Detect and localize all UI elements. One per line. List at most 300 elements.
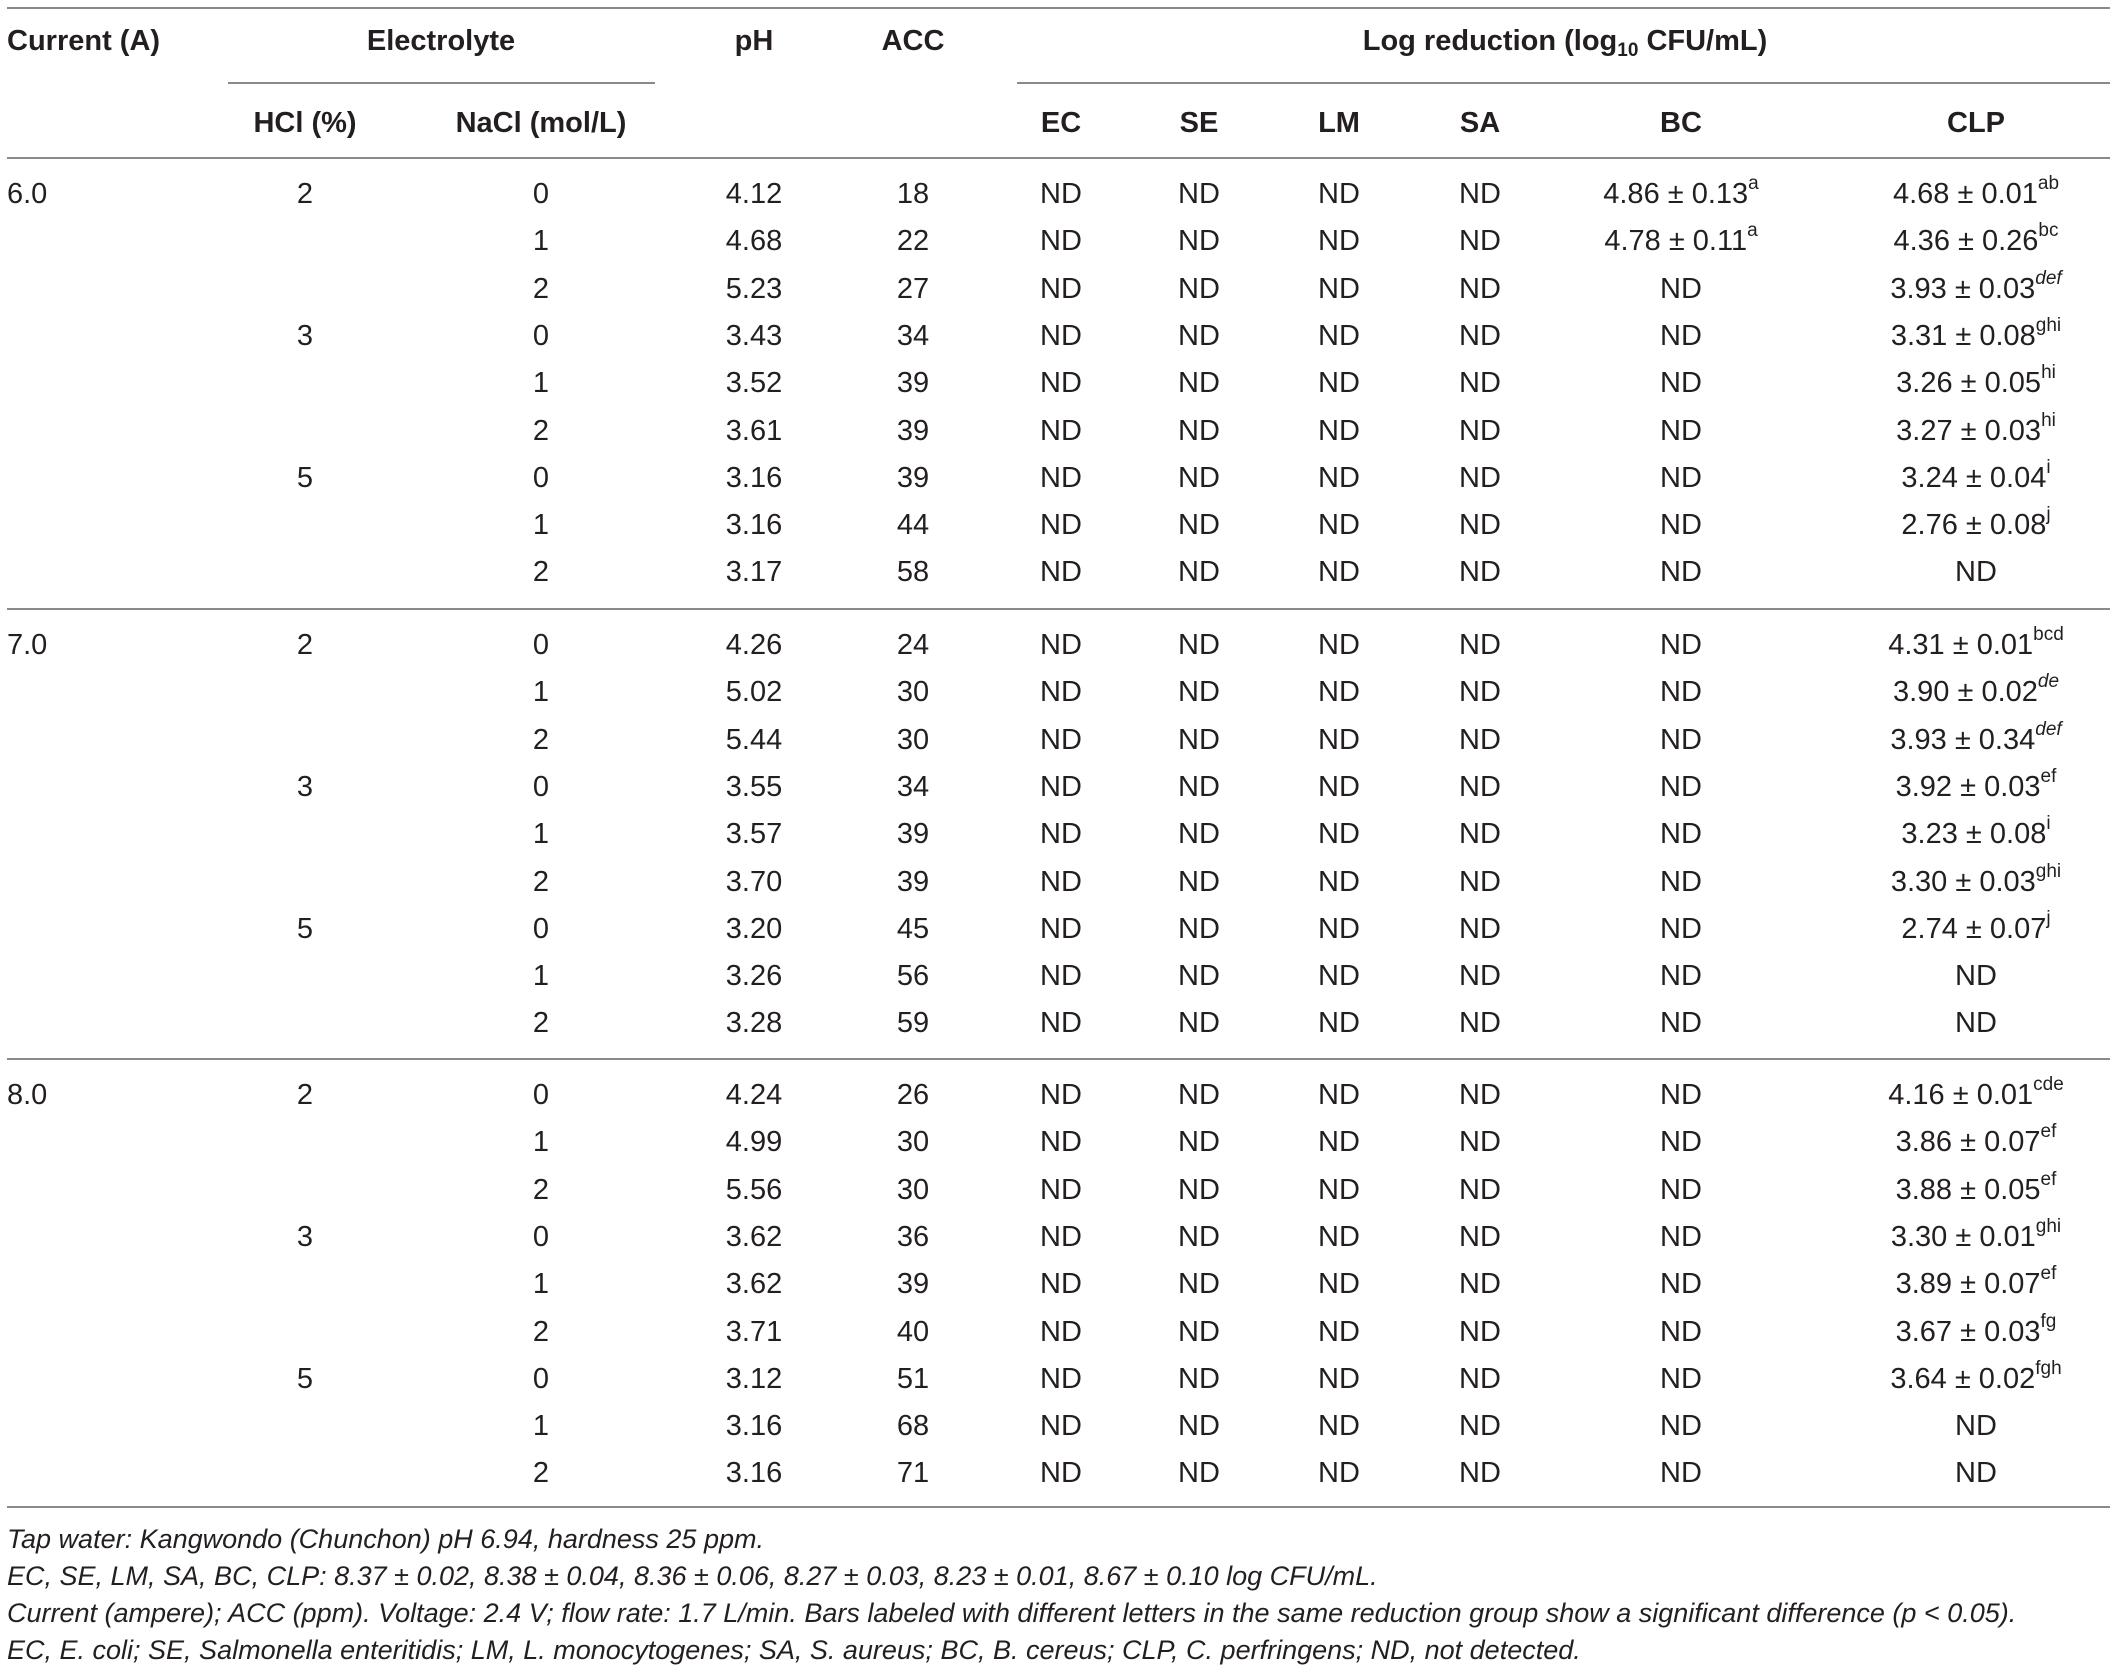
cell-acc: 18 bbox=[896, 178, 930, 210]
cell-ec: ND bbox=[1040, 960, 1082, 992]
cell-hcl: 5 bbox=[296, 913, 314, 945]
cell-nacl: 2 bbox=[532, 1174, 550, 1206]
cell-acc: 30 bbox=[896, 724, 930, 756]
cell-clp bbox=[1895, 1169, 2057, 1206]
cell-lm: ND bbox=[1318, 1174, 1360, 1206]
cell-bc bbox=[1660, 1270, 1702, 1299]
footnote-1: Tap water: Kangwondo (Chunchon) pH 6.94, hardness 25 ppm. bbox=[7, 1524, 764, 1554]
cell-se: ND bbox=[1178, 913, 1220, 945]
cell-ec: ND bbox=[1040, 273, 1082, 305]
cell-se: ND bbox=[1178, 960, 1220, 992]
cell-se: ND bbox=[1178, 1126, 1220, 1158]
header-bc: BC bbox=[1660, 107, 1702, 139]
cell-lm: ND bbox=[1318, 1221, 1360, 1253]
log-reduction-underline bbox=[1017, 82, 2110, 84]
clp-value: 4.31 ± 0.01 bbox=[1888, 629, 2034, 661]
cell-clp bbox=[1896, 410, 2056, 447]
cell-ec: ND bbox=[1040, 913, 1082, 945]
cell-ph: 5.44 bbox=[725, 724, 783, 756]
cell-bc bbox=[1660, 1009, 1702, 1038]
cell-ec: ND bbox=[1040, 1221, 1082, 1253]
cell-ec: ND bbox=[1040, 1079, 1082, 1111]
cell-clp bbox=[1895, 1263, 2057, 1300]
cell-hcl: 5 bbox=[296, 462, 314, 494]
cell-lm: ND bbox=[1318, 1457, 1360, 1489]
cell-clp bbox=[1890, 1358, 2062, 1395]
cell-nacl: 2 bbox=[532, 273, 550, 305]
cell-lm: ND bbox=[1318, 1126, 1360, 1158]
cell-lm: ND bbox=[1318, 629, 1360, 661]
cell-ph: 3.12 bbox=[725, 1363, 783, 1395]
cell-ec: ND bbox=[1040, 1174, 1082, 1206]
cell-ec: ND bbox=[1040, 320, 1082, 352]
cell-clp bbox=[1955, 1412, 1997, 1441]
bc-value: ND bbox=[1660, 1410, 1702, 1442]
cell-lm: ND bbox=[1318, 818, 1360, 850]
cell-se: ND bbox=[1178, 676, 1220, 708]
header-acc: ACC bbox=[881, 25, 945, 57]
cell-nacl: 1 bbox=[532, 367, 550, 399]
cell-nacl: 1 bbox=[532, 1268, 550, 1300]
cell-lm: ND bbox=[1318, 1268, 1360, 1300]
clp-value: ND bbox=[1955, 1457, 1997, 1489]
cell-sa: ND bbox=[1459, 1126, 1501, 1158]
cell-clp bbox=[1895, 1311, 2057, 1348]
clp-significance-letters: fg bbox=[2040, 1311, 2057, 1332]
cell-se: ND bbox=[1178, 724, 1220, 756]
bc-value: ND bbox=[1660, 462, 1702, 494]
bc-value: ND bbox=[1660, 818, 1702, 850]
cell-ph: 4.68 bbox=[725, 225, 783, 257]
cell-nacl: 1 bbox=[532, 1126, 550, 1158]
cell-se: ND bbox=[1178, 771, 1220, 803]
cell-nacl: 2 bbox=[532, 1007, 550, 1039]
bc-value: ND bbox=[1660, 1079, 1702, 1111]
bc-value: ND bbox=[1660, 1126, 1702, 1158]
cell-nacl: 1 bbox=[532, 225, 550, 257]
cell-lm: ND bbox=[1318, 367, 1360, 399]
cell-bc bbox=[1603, 173, 1759, 210]
cell-se: ND bbox=[1178, 1079, 1220, 1111]
clp-value: ND bbox=[1955, 556, 1997, 588]
clp-significance-letters: ab bbox=[2037, 173, 2060, 194]
cell-clp bbox=[1955, 558, 1997, 587]
cell-lm: ND bbox=[1318, 866, 1360, 898]
cell-bc bbox=[1660, 678, 1702, 707]
cell-nacl: 1 bbox=[532, 818, 550, 850]
cell-acc: 45 bbox=[896, 913, 930, 945]
cell-acc: 40 bbox=[896, 1316, 930, 1348]
cell-bc bbox=[1660, 820, 1702, 849]
cell-sa: ND bbox=[1459, 629, 1501, 661]
cell-nacl: 0 bbox=[532, 320, 550, 352]
bc-value: ND bbox=[1660, 273, 1702, 305]
cell-acc: 39 bbox=[896, 415, 930, 447]
clp-value: 3.64 ± 0.02 bbox=[1890, 1363, 2036, 1395]
table-bottom-rule bbox=[7, 1506, 2110, 1508]
clp-value: 2.74 ± 0.07 bbox=[1901, 913, 2047, 945]
cell-hcl: 3 bbox=[296, 771, 314, 803]
cell-ec: ND bbox=[1040, 462, 1082, 494]
bc-value: ND bbox=[1660, 509, 1702, 541]
cell-ph: 3.16 bbox=[725, 509, 783, 541]
cell-sa: ND bbox=[1459, 273, 1501, 305]
cell-clp bbox=[1892, 173, 2060, 210]
bc-value: ND bbox=[1660, 415, 1702, 447]
cell-ec: ND bbox=[1040, 415, 1082, 447]
group-separator-1 bbox=[7, 608, 2110, 610]
header-nacl: NaCl (mol/L) bbox=[455, 107, 627, 139]
bc-value: ND bbox=[1660, 913, 1702, 945]
cell-ph: 5.02 bbox=[725, 676, 783, 708]
cell-ec: ND bbox=[1040, 556, 1082, 588]
cell-bc bbox=[1660, 1081, 1702, 1110]
clp-significance-letters: def bbox=[2035, 719, 2062, 740]
bc-value: 4.86 ± 0.13 bbox=[1603, 178, 1749, 210]
cell-ph: 3.20 bbox=[725, 913, 783, 945]
cell-clp bbox=[1890, 719, 2062, 756]
clp-value: ND bbox=[1955, 1007, 1997, 1039]
cell-acc: 36 bbox=[896, 1221, 930, 1253]
clp-value: 3.89 ± 0.07 bbox=[1895, 1268, 2041, 1300]
cell-acc: 22 bbox=[896, 225, 930, 257]
clp-value: 3.88 ± 0.05 bbox=[1895, 1174, 2041, 1206]
clp-significance-letters: bc bbox=[2038, 220, 2059, 241]
clp-value: ND bbox=[1955, 1410, 1997, 1442]
electrolyte-underline bbox=[228, 82, 655, 84]
cell-sa: ND bbox=[1459, 1007, 1501, 1039]
bc-value: ND bbox=[1660, 676, 1702, 708]
cell-nacl: 0 bbox=[532, 1221, 550, 1253]
bc-value: ND bbox=[1660, 629, 1702, 661]
cell-ph: 3.62 bbox=[725, 1268, 783, 1300]
cell-bc bbox=[1660, 631, 1702, 660]
cell-se: ND bbox=[1178, 415, 1220, 447]
cell-ph: 3.28 bbox=[725, 1007, 783, 1039]
cell-hcl: 2 bbox=[296, 629, 314, 661]
cell-clp bbox=[1955, 1009, 1997, 1038]
cell-ph: 5.56 bbox=[725, 1174, 783, 1206]
cell-ph: 3.16 bbox=[725, 1410, 783, 1442]
clp-significance-letters: i bbox=[2046, 457, 2051, 478]
cell-se: ND bbox=[1178, 1363, 1220, 1395]
cell-ph: 3.17 bbox=[725, 556, 783, 588]
clp-significance-letters: ef bbox=[2040, 766, 2057, 787]
cell-se: ND bbox=[1178, 629, 1220, 661]
cell-acc: 39 bbox=[896, 1268, 930, 1300]
footnote-3: Current (ampere); ACC (ppm). Voltage: 2.4 V; flow rate: 1.7 L/min. Bars labeled with different letters in the same reduction group show a significant difference (p < 0.05). bbox=[7, 1598, 2017, 1628]
cell-se: ND bbox=[1178, 178, 1220, 210]
cell-ph: 3.55 bbox=[725, 771, 783, 803]
cell-se: ND bbox=[1178, 367, 1220, 399]
clp-significance-letters: hi bbox=[2041, 362, 2056, 383]
cell-ph: 3.52 bbox=[725, 367, 783, 399]
bc-value: ND bbox=[1660, 1316, 1702, 1348]
cell-sa: ND bbox=[1459, 1268, 1501, 1300]
cell-acc: 39 bbox=[896, 462, 930, 494]
cell-ec: ND bbox=[1040, 629, 1082, 661]
cell-acc: 51 bbox=[896, 1363, 930, 1395]
clp-significance-letters: hi bbox=[2041, 410, 2056, 431]
header-log-reduction: Log reduction ($\log_{10}$ CFU/mL) bbox=[1362, 25, 1768, 61]
cell-sa: ND bbox=[1459, 556, 1501, 588]
cell-ec: ND bbox=[1040, 1410, 1082, 1442]
clp-value: 3.31 ± 0.08 bbox=[1890, 320, 2036, 352]
cell-ec: ND bbox=[1040, 178, 1082, 210]
cell-acc: 44 bbox=[896, 509, 930, 541]
cell-se: ND bbox=[1178, 1268, 1220, 1300]
cell-se: ND bbox=[1178, 273, 1220, 305]
cell-lm: ND bbox=[1318, 724, 1360, 756]
cell-bc bbox=[1660, 417, 1702, 446]
cell-acc: 58 bbox=[896, 556, 930, 588]
cell-lm: ND bbox=[1318, 225, 1360, 257]
bc-significance-letters: a bbox=[1748, 173, 1759, 194]
cell-ec: ND bbox=[1040, 1126, 1082, 1158]
bc-value: ND bbox=[1660, 320, 1702, 352]
clp-value: 3.24 ± 0.04 bbox=[1901, 462, 2047, 494]
cell-acc: 71 bbox=[896, 1457, 930, 1489]
cell-bc bbox=[1660, 275, 1702, 304]
cell-ec: ND bbox=[1040, 1268, 1082, 1300]
cell-nacl: 1 bbox=[532, 960, 550, 992]
cell-sa: ND bbox=[1459, 1410, 1501, 1442]
cell-clp bbox=[1895, 1121, 2057, 1158]
cell-se: ND bbox=[1178, 866, 1220, 898]
clp-value: 4.36 ± 0.26 bbox=[1893, 225, 2039, 257]
bc-significance-letters: a bbox=[1747, 220, 1758, 241]
clp-value: 3.30 ± 0.03 bbox=[1890, 866, 2036, 898]
cell-bc bbox=[1660, 962, 1702, 991]
cell-sa: ND bbox=[1459, 960, 1501, 992]
cell-ph: 4.12 bbox=[725, 178, 783, 210]
bc-value: ND bbox=[1660, 1221, 1702, 1253]
cell-acc: 59 bbox=[896, 1007, 930, 1039]
clp-significance-letters: i bbox=[2046, 813, 2051, 834]
cell-lm: ND bbox=[1318, 320, 1360, 352]
cell-se: ND bbox=[1178, 1174, 1220, 1206]
clp-value: 4.68 ± 0.01 bbox=[1892, 178, 2038, 210]
bc-value: ND bbox=[1660, 1268, 1702, 1300]
cell-hcl: 2 bbox=[296, 178, 314, 210]
clp-significance-letters: ef bbox=[2040, 1263, 2057, 1284]
cell-lm: ND bbox=[1318, 462, 1360, 494]
clp-significance-letters: ghi bbox=[2035, 1216, 2062, 1237]
cell-nacl: 1 bbox=[532, 509, 550, 541]
clp-value: 3.26 ± 0.05 bbox=[1896, 367, 2042, 399]
header-se: SE bbox=[1179, 107, 1219, 139]
cell-ec: ND bbox=[1040, 1316, 1082, 1348]
clp-significance-letters: ef bbox=[2040, 1169, 2057, 1190]
cell-bc bbox=[1660, 1128, 1702, 1157]
clp-value: 4.16 ± 0.01 bbox=[1888, 1079, 2034, 1111]
cell-hcl: 3 bbox=[296, 320, 314, 352]
cell-ph: 3.62 bbox=[725, 1221, 783, 1253]
cell-lm: ND bbox=[1318, 178, 1360, 210]
cell-clp bbox=[1955, 1459, 1997, 1488]
cell-ec: ND bbox=[1040, 509, 1082, 541]
header-ph: pH bbox=[734, 25, 774, 57]
cell-ph: 3.43 bbox=[725, 320, 783, 352]
clp-value: 3.93 ± 0.03 bbox=[1890, 273, 2036, 305]
cell-nacl: 2 bbox=[532, 724, 550, 756]
cell-bc bbox=[1660, 369, 1702, 398]
current-value: 6.0 bbox=[7, 178, 48, 210]
cell-nacl: 2 bbox=[532, 1457, 550, 1489]
header-ec: EC bbox=[1040, 107, 1082, 139]
cell-clp bbox=[1895, 766, 2057, 803]
clp-significance-letters: j bbox=[2046, 908, 2051, 929]
cell-ph: 3.70 bbox=[725, 866, 783, 898]
cell-sa: ND bbox=[1459, 1221, 1501, 1253]
cell-sa: ND bbox=[1459, 225, 1501, 257]
footnote-2: EC, SE, LM, SA, BC, CLP: 8.37 ± 0.02, 8.38 ± 0.04, 8.36 ± 0.06, 8.27 ± 0.03, 8.23 ± 0.01, 8.67 ± 0.10 log CFU/mL. bbox=[7, 1561, 1378, 1591]
cell-nacl: 0 bbox=[532, 462, 550, 494]
cell-lm: ND bbox=[1318, 509, 1360, 541]
cell-ec: ND bbox=[1040, 225, 1082, 257]
clp-significance-letters: de bbox=[2037, 671, 2060, 692]
cell-ph: 3.71 bbox=[725, 1316, 783, 1348]
cell-bc bbox=[1660, 1412, 1702, 1441]
cell-lm: ND bbox=[1318, 676, 1360, 708]
clp-value: 3.92 ± 0.03 bbox=[1895, 771, 2041, 803]
current-value: 7.0 bbox=[7, 629, 48, 661]
cell-sa: ND bbox=[1459, 415, 1501, 447]
header-sa: SA bbox=[1459, 107, 1501, 139]
top-rule bbox=[7, 7, 2110, 9]
bc-value: ND bbox=[1660, 1007, 1702, 1039]
clp-significance-letters: bcd bbox=[2033, 624, 2064, 645]
cell-acc: 39 bbox=[896, 818, 930, 850]
cell-bc bbox=[1660, 511, 1702, 540]
cell-bc bbox=[1660, 726, 1702, 755]
cell-lm: ND bbox=[1318, 913, 1360, 945]
cell-acc: 39 bbox=[896, 367, 930, 399]
cell-ph: 3.61 bbox=[725, 415, 783, 447]
cell-se: ND bbox=[1178, 225, 1220, 257]
cell-nacl: 0 bbox=[532, 629, 550, 661]
cell-bc bbox=[1660, 558, 1702, 587]
clp-significance-letters: ghi bbox=[2035, 861, 2062, 882]
bc-value: ND bbox=[1660, 1363, 1702, 1395]
clp-significance-letters: cde bbox=[2033, 1074, 2064, 1095]
cell-se: ND bbox=[1178, 1457, 1220, 1489]
cell-bc bbox=[1660, 1459, 1702, 1488]
header-lm: LM bbox=[1318, 107, 1360, 139]
cell-nacl: 0 bbox=[532, 913, 550, 945]
cell-clp bbox=[1901, 504, 2051, 541]
cell-se: ND bbox=[1178, 556, 1220, 588]
clp-value: 3.23 ± 0.08 bbox=[1901, 818, 2047, 850]
cell-acc: 30 bbox=[896, 1126, 930, 1158]
cell-bc bbox=[1660, 1365, 1702, 1394]
clp-value: 2.76 ± 0.08 bbox=[1901, 509, 2047, 541]
cell-sa: ND bbox=[1459, 1316, 1501, 1348]
clp-value: 3.30 ± 0.01 bbox=[1890, 1221, 2036, 1253]
header-bottom-rule bbox=[7, 157, 2110, 159]
cell-bc bbox=[1660, 1223, 1702, 1252]
cell-ph: 4.26 bbox=[725, 629, 783, 661]
cell-se: ND bbox=[1178, 1316, 1220, 1348]
cell-acc: 27 bbox=[896, 273, 930, 305]
bc-value: ND bbox=[1660, 771, 1702, 803]
cell-se: ND bbox=[1178, 462, 1220, 494]
cell-nacl: 2 bbox=[532, 866, 550, 898]
clp-value: 3.67 ± 0.03 bbox=[1895, 1316, 2041, 1348]
bc-value: ND bbox=[1660, 960, 1702, 992]
cell-hcl: 2 bbox=[296, 1079, 314, 1111]
cell-se: ND bbox=[1178, 1221, 1220, 1253]
cell-acc: 30 bbox=[896, 1174, 930, 1206]
cell-lm: ND bbox=[1318, 1079, 1360, 1111]
cell-bc bbox=[1660, 1176, 1702, 1205]
clp-significance-letters: ef bbox=[2040, 1121, 2057, 1142]
header-electrolyte: Electrolyte bbox=[366, 25, 516, 57]
bc-value: ND bbox=[1660, 367, 1702, 399]
cell-nacl: 1 bbox=[532, 1410, 550, 1442]
cell-lm: ND bbox=[1318, 556, 1360, 588]
clp-significance-letters: fgh bbox=[2035, 1358, 2062, 1379]
cell-lm: ND bbox=[1318, 1007, 1360, 1039]
cell-se: ND bbox=[1178, 1410, 1220, 1442]
cell-ph: 4.99 bbox=[725, 1126, 783, 1158]
cell-ec: ND bbox=[1040, 367, 1082, 399]
cell-clp bbox=[1890, 861, 2062, 898]
cell-clp bbox=[1896, 362, 2056, 399]
cell-clp bbox=[1901, 813, 2051, 850]
cell-hcl: 5 bbox=[296, 1363, 314, 1395]
cell-nacl: 0 bbox=[532, 1363, 550, 1395]
cell-sa: ND bbox=[1459, 178, 1501, 210]
cell-acc: 30 bbox=[896, 676, 930, 708]
cell-bc bbox=[1604, 220, 1758, 257]
bc-value: ND bbox=[1660, 866, 1702, 898]
cell-clp bbox=[1888, 624, 2064, 661]
cell-acc: 34 bbox=[896, 771, 930, 803]
cell-sa: ND bbox=[1459, 676, 1501, 708]
cell-lm: ND bbox=[1318, 273, 1360, 305]
cell-sa: ND bbox=[1459, 1363, 1501, 1395]
bc-value: ND bbox=[1660, 1174, 1702, 1206]
cell-acc: 68 bbox=[896, 1410, 930, 1442]
cell-acc: 34 bbox=[896, 320, 930, 352]
cell-clp bbox=[1901, 908, 2051, 945]
cell-sa: ND bbox=[1459, 818, 1501, 850]
cell-bc bbox=[1660, 773, 1702, 802]
bc-value: 4.78 ± 0.11 bbox=[1604, 225, 1748, 257]
cell-ec: ND bbox=[1040, 866, 1082, 898]
cell-ph: 5.23 bbox=[725, 273, 783, 305]
cell-sa: ND bbox=[1459, 509, 1501, 541]
cell-sa: ND bbox=[1459, 367, 1501, 399]
cell-se: ND bbox=[1178, 1007, 1220, 1039]
footnote-4: EC, E. coli; SE, Salmonella enteritidis; LM, L. monocytogenes; SA, S. aureus; BC, B. cereus; CLP, C. perfringens; ND, not detected. bbox=[7, 1635, 1581, 1665]
cell-sa: ND bbox=[1459, 724, 1501, 756]
cell-ph: 4.24 bbox=[725, 1079, 783, 1111]
cell-clp bbox=[1892, 671, 2060, 708]
cell-nacl: 2 bbox=[532, 556, 550, 588]
cell-lm: ND bbox=[1318, 1363, 1360, 1395]
cell-nacl: 1 bbox=[532, 676, 550, 708]
cell-sa: ND bbox=[1459, 320, 1501, 352]
cell-sa: ND bbox=[1459, 1457, 1501, 1489]
cell-bc bbox=[1660, 868, 1702, 897]
cell-ec: ND bbox=[1040, 771, 1082, 803]
clp-value: 3.86 ± 0.07 bbox=[1895, 1126, 2041, 1158]
cell-sa: ND bbox=[1459, 771, 1501, 803]
cell-bc bbox=[1660, 1318, 1702, 1347]
cell-ph: 3.57 bbox=[725, 818, 783, 850]
